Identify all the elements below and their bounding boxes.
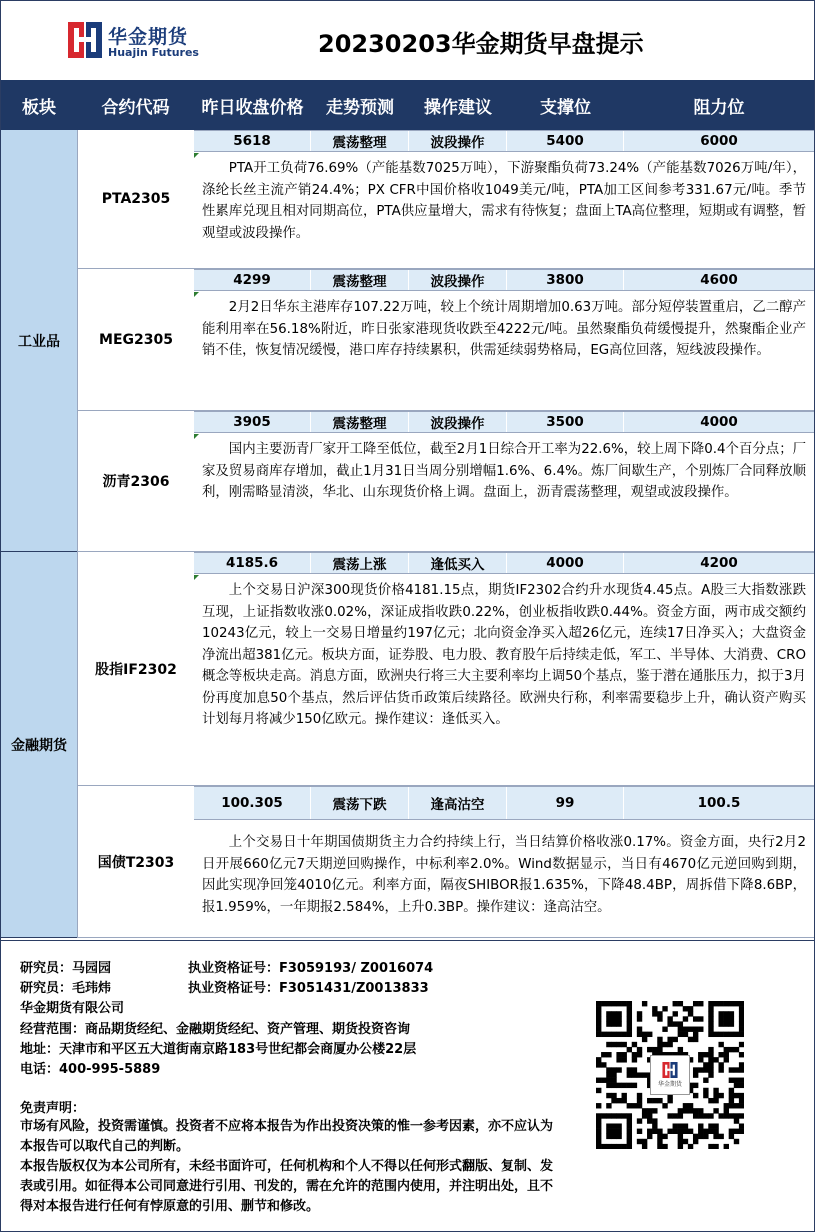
- market-commentary: 国内主要沥青厂家开工降至低位，截至2月1日综合开工率为22.6%，较上周下降0.4个百分点；厂家及贸易商库存增加，截止1月31日当周分别增幅1.6%、6.4%。炼厂间歇生产，个别炼厂合同释放顺利，刚需略显清淡，华北、山东现货价格上调。盘面上，沥青震荡整理，观望或波段操作。: [194, 433, 814, 552]
- close-price: 5618: [194, 131, 311, 151]
- company-address: 地址：天津市和平区五大道街南京路183号世纪都会商厦办公楼22层: [20, 1042, 417, 1057]
- contract-name: 沥青2306: [77, 411, 194, 552]
- company-logo: [68, 22, 208, 62]
- analyst-2-name: 研究员：毛玮炜: [20, 981, 112, 996]
- market-commentary: 2月2日华东主港库存107.22万吨，较上个统计周期增加0.63万吨。部分短停装置重启，乙二醇产能利用率在56.18%附近，昨日张家港现货收跌至4222元/吨。虽然聚酯负荷缓慢提升，然聚酯企业产销不佳，恢复情况缓慢，港口库存持续累积，供需延续弱势格局，EG高位回落，短线波段操作。: [194, 291, 814, 411]
- qr-badge-text: 华金期货: [657, 1081, 682, 1088]
- qr-center-logo: [650, 1055, 690, 1095]
- resistance-level: 6000: [700, 133, 738, 149]
- col-header-sector: 板块: [22, 97, 56, 118]
- market-commentary: PTA开工负荷76.69%（产能基数7025万吨），下游聚酯负荷73.24%（产能基数7026万吨/年），涤纶长丝主流产销24.4%；PX CFR中国价格收1049美元/吨，PTA加工区间参考331.67元/吨。季节性累库兑现且相对同期高位，PTA供应量增大，需求有待恢复；盘面上TA高位整理，短期或有调整，暂观望或波段操作。: [194, 152, 814, 269]
- report-footer: [0, 940, 815, 1232]
- support-level: 5400: [507, 131, 624, 151]
- contract-name: 股指IF2302: [77, 552, 194, 786]
- sector-industrial: 工业品: [1, 130, 77, 552]
- disclaimer-text-1: 市场有风险，投资需谨慎。投资者不应将本报告为作出投资决策的惟一参考因素，亦不应认为本报告可以取代自己的判断。: [20, 1119, 554, 1154]
- table-row: [194, 786, 814, 820]
- col-header-support: 支撑位: [540, 97, 591, 118]
- resistance-level: 4600: [700, 272, 738, 288]
- report-title: 20230203华金期货早盘提示: [318, 30, 644, 58]
- table-row: [194, 552, 814, 574]
- resistance-level: 4200: [700, 555, 738, 571]
- analyst-2: [20, 977, 429, 996]
- trend-forecast: 震荡整理: [311, 270, 409, 290]
- trade-advice: 波段操作: [409, 131, 507, 151]
- support-level: 99: [507, 787, 624, 819]
- close-price: 4299: [194, 270, 311, 290]
- support-level: 4000: [507, 553, 624, 573]
- trend-forecast: 震荡整理: [311, 412, 409, 432]
- huajin-logo-icon: [662, 1062, 678, 1078]
- col-header-trend: 走势预测: [326, 97, 394, 118]
- support-level: 3500: [507, 412, 624, 432]
- company-name: 华金期货有限公司: [20, 1001, 125, 1016]
- business-scope: 经营范围：商品期货经纪、金融期货经纪、资产管理、期货投资咨询: [20, 1022, 411, 1037]
- company-phone: 电话：400-995-5889: [20, 1062, 161, 1077]
- resistance-level: 4000: [700, 414, 738, 430]
- contract-name: PTA2305: [77, 130, 194, 269]
- trend-forecast: 震荡整理: [311, 131, 409, 151]
- huajin-logo-icon: [68, 22, 102, 58]
- analyst-1-cert: 执业资格证号：F3059193/ Z0016074: [188, 961, 434, 976]
- trend-forecast: 震荡下跌: [311, 787, 409, 819]
- disclaimer-title: 免责声明：: [20, 1101, 86, 1116]
- col-header-close: 昨日收盘价格: [201, 97, 304, 118]
- market-commentary: 上个交易日十年期国债期货主力合约持续上行，当日结算价格收涨0.17%。资金方面，央行2月2日开展660亿元7天期逆回购操作，中标利率2.0%。Wind数据显示，当日有4670亿元逆回购到期，因此实现净回笼4010亿元。利率方面，隔夜SHIBOR报1.635%，下降48.4BP，周拆借下降8.6BP，报1.959%，一年期报2.584%，上升0.3BP。操作建议：逢高沽空。: [194, 820, 814, 938]
- sector-financial: 金融期货: [1, 552, 77, 938]
- analyst-2-cert: 执业资格证号：F3051431/Z0013833: [188, 981, 429, 996]
- col-header-contract: 合约代码: [101, 97, 170, 118]
- logo-chinese-text: 华金期货: [108, 26, 189, 48]
- trade-advice: 波段操作: [409, 412, 507, 432]
- col-header-resistance: 阻力位: [693, 97, 745, 118]
- table-row: [194, 411, 814, 433]
- trend-forecast: 震荡上涨: [311, 553, 409, 573]
- col-header-advice: 操作建议: [424, 97, 492, 118]
- analyst-1-name: 研究员：马园园: [20, 961, 112, 976]
- trade-advice: 逢低买入: [409, 553, 507, 573]
- contract-name: 国债T2303: [77, 786, 194, 938]
- table-row: [194, 130, 814, 152]
- table-row: [194, 269, 814, 291]
- analyst-1: [20, 957, 434, 976]
- table-header: [1, 80, 814, 130]
- qr-code: [596, 1001, 744, 1149]
- contract-name: MEG2305: [77, 269, 194, 411]
- resistance-level: 100.5: [697, 795, 741, 811]
- close-price: 4185.6: [194, 553, 311, 573]
- support-level: 3800: [507, 270, 624, 290]
- trade-advice: 波段操作: [409, 270, 507, 290]
- trade-advice: 逢高沽空: [409, 787, 507, 819]
- logo-english-text: Huajin Futures: [108, 46, 199, 59]
- disclaimer-text-2: 本报告版权仅为本公司所有，未经书面许可，任何机构和个人不得以任何形式翻版、复制、发表或引用。如征得本公司同意进行引用、刊发的，需在允许的范围内使用，并注明出处，且不得对本报告进行任何有悖原意的引用、删节和修改。: [20, 1159, 554, 1214]
- close-price: 3905: [194, 412, 311, 432]
- close-price: 100.305: [194, 787, 311, 819]
- report-header: [0, 0, 815, 80]
- market-commentary: 上个交易日沪深300现货价格4181.15点，期货IF2302合约升水现货4.45点。A股三大指数涨跌互现，上证指数收涨0.02%，深证成指收跌0.22%，创业板指收跌0.44%。资金方面，两市成交额约10243亿元，较上一交易日增量约197亿元；北向资金净买入超26亿元，连续17日净买入；大盘资金净流出超381亿元。板块方面，证券股、电力股、教育股午后持续走低，军工、半导体、大消费、CRO概念等板块走高。消息方面，欧洲央行将三大主要利率均上调50个基点，鉴于潜在通胀压力，拟于3月份再度加息50个基点，然后评估货币政策后续路径。欧洲央行称，利率需要稳步上升，确认资产购买计划每月将减少150亿欧元。操作建议：逢低买入。: [194, 574, 814, 786]
